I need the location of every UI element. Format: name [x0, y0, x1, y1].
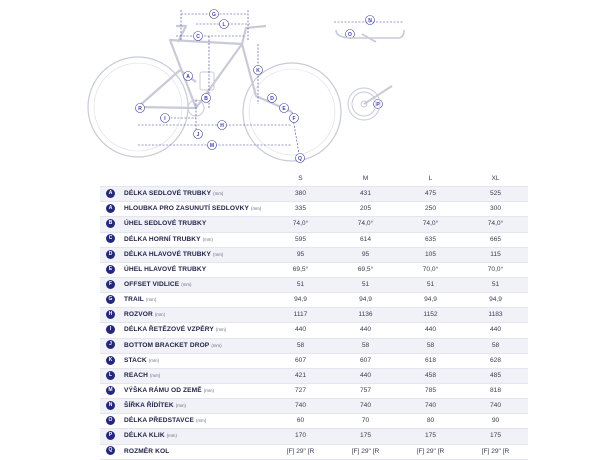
dimension-badge: G	[106, 295, 115, 304]
table-cell: 757	[333, 383, 398, 398]
parameter-name: ÚHEL SEDLOVÉ TRUBKY	[124, 220, 207, 228]
table-row	[100, 308, 528, 323]
parameter-unit: (mm)	[215, 327, 227, 333]
parameter-name: ROZVOR	[124, 311, 153, 319]
table-cell: 1152	[398, 308, 463, 323]
table-cell: 175	[398, 429, 463, 444]
table-cell: [F] 29" [R	[333, 444, 398, 459]
table-cell: 740	[463, 399, 528, 414]
size-header: S	[268, 172, 333, 187]
parameter-unit: (mm)	[175, 403, 187, 409]
table-cell: 51	[463, 277, 528, 292]
dimension-badge: I	[106, 325, 115, 334]
table-row	[100, 202, 528, 217]
table-cell: 607	[268, 353, 333, 368]
table-cell: 95	[268, 247, 333, 262]
dimension-badge: H	[106, 310, 115, 319]
parameter-name: STACK	[124, 356, 147, 364]
table-cell: 300	[463, 202, 528, 217]
dimension-badge: L	[106, 371, 115, 380]
table-cell: 80	[398, 414, 463, 429]
table-cell: 618	[398, 353, 463, 368]
parameter-name: HLOUBKA PRO ZASUNUTÍ SEDLOVKY	[124, 205, 250, 213]
table-cell: 635	[398, 232, 463, 247]
table-cell: 69,5°	[333, 262, 398, 277]
table-cell: 51	[398, 277, 463, 292]
table-cell: 440	[398, 323, 463, 338]
dimension-badge: O	[106, 416, 115, 425]
parameter-unit: (mm)	[202, 236, 213, 242]
table-cell: 205	[333, 202, 398, 217]
dimension-badge: F	[106, 280, 115, 289]
table-row	[100, 444, 528, 459]
marker-d: D	[270, 95, 274, 102]
table-cell: 727	[268, 383, 333, 398]
size-header-row	[100, 172, 528, 187]
dimension-badge: M	[106, 386, 115, 395]
size-header: L	[398, 172, 463, 187]
crankset-detail	[348, 86, 392, 120]
bike-geometry-diagram	[0, 0, 600, 172]
parameter-unit: (mm)	[213, 251, 224, 257]
table-cell: 170	[268, 429, 333, 444]
marker-g: G	[212, 11, 216, 18]
size-header: M	[333, 172, 398, 187]
table-cell: [F] 29" [R	[268, 444, 333, 459]
parameter-unit: (mm)	[154, 312, 166, 318]
marker-i: I	[164, 115, 166, 122]
parameter-unit: (mm)	[213, 191, 224, 197]
marker-p: P	[376, 101, 380, 108]
dimension-badge: C	[106, 234, 115, 243]
marker-j: J	[196, 131, 200, 138]
dimension-badge: A	[106, 189, 115, 198]
parameter-name: DÉLKA KLIK	[124, 432, 165, 440]
table-cell: 90	[463, 414, 528, 429]
table-cell: [F] 29" [R	[398, 444, 463, 459]
table-cell: 105	[398, 247, 463, 262]
table-cell: 740	[333, 399, 398, 414]
table-cell: 60	[268, 414, 333, 429]
dimension-badge: K	[106, 356, 115, 365]
table-cell: 740	[398, 399, 463, 414]
table-cell: 440	[463, 323, 528, 338]
marker-m: M	[209, 142, 215, 149]
table-cell: 74,0°	[333, 217, 398, 232]
table-row	[100, 293, 528, 308]
table-cell: 58	[268, 338, 333, 353]
table-cell: 70	[333, 414, 398, 429]
table-cell: 740	[268, 399, 333, 414]
marker-e: E	[282, 105, 286, 112]
dimension-badge: A	[106, 204, 115, 213]
parameter-name: ÚHEL HLAVOVÉ TRUBKY	[124, 265, 207, 273]
dimension-badge: E	[106, 265, 115, 274]
table-cell: 70,0°	[398, 262, 463, 277]
parameter-name: DÉLKA HORNÍ TRUBKY	[124, 235, 201, 243]
table-cell: 380	[268, 187, 333, 202]
parameter-name: ŠÍŘKA ŘÍDÍTEK	[124, 402, 174, 410]
parameter-name: DÉLKA SEDLOVÉ TRUBKY	[124, 190, 212, 198]
table-cell: 69,5°	[268, 262, 333, 277]
table-row	[100, 262, 528, 277]
table-cell: 440	[268, 323, 333, 338]
table-cell: 175	[333, 429, 398, 444]
table-cell: 485	[463, 368, 528, 383]
table-cell: 58	[398, 338, 463, 353]
table-cell: 1136	[333, 308, 398, 323]
table-cell: 74,0°	[398, 217, 463, 232]
table-cell: 818	[463, 383, 528, 398]
parameter-name: BOTTOM BRACKET DROP	[124, 341, 210, 349]
table-cell: 51	[333, 277, 398, 292]
parameter-name: ROZMĚR KOL	[124, 447, 170, 455]
table-cell: 440	[333, 323, 398, 338]
dimension-badge: N	[106, 401, 115, 410]
table-row	[100, 217, 528, 232]
marker-a: A	[186, 73, 190, 80]
table-row	[100, 277, 528, 292]
table-cell: 51	[268, 277, 333, 292]
table-cell: 475	[398, 187, 463, 202]
table-cell: 628	[463, 353, 528, 368]
table-cell: 421	[268, 368, 333, 383]
parameter-name: TRAIL	[124, 296, 144, 304]
table-cell: 58	[333, 338, 398, 353]
table-row	[100, 187, 528, 202]
table-cell: 595	[268, 232, 333, 247]
geometry-table	[100, 172, 528, 460]
parameter-name: DÉLKA HLAVOVÉ TRUBKY	[124, 250, 211, 258]
parameter-name: OFFSET VIDLICE	[124, 281, 180, 289]
marker-k: K	[256, 67, 260, 74]
parameter-unit: (mm)	[181, 282, 192, 288]
table-cell: 665	[463, 232, 528, 247]
table-row	[100, 338, 528, 353]
table-cell: 614	[333, 232, 398, 247]
dimension-badge: B	[106, 219, 115, 228]
table-cell: [F] 29" [R	[463, 444, 528, 459]
dimension-badge: P	[106, 431, 115, 440]
table-cell: 1183	[463, 308, 528, 323]
parameter-name: DÉLKA PŘEDSTAVCE	[124, 417, 194, 425]
parameter-name: VÝŠKA RÁMU OD ZEMĚ	[124, 387, 202, 395]
size-header: XL	[463, 172, 528, 187]
table-cell: 74,0°	[268, 217, 333, 232]
marker-b: B	[204, 95, 208, 102]
table-row	[100, 247, 528, 262]
table-row	[100, 429, 528, 444]
table-cell: 250	[398, 202, 463, 217]
parameter-unit: (mm)	[149, 372, 161, 378]
table-cell: 458	[398, 368, 463, 383]
table-cell: 431	[333, 187, 398, 202]
table-cell: 94,9	[333, 293, 398, 308]
table-cell: 94,9	[463, 293, 528, 308]
parameter-name: REACH	[124, 371, 148, 379]
table-row	[100, 368, 528, 383]
marker-f: F	[292, 115, 296, 122]
table-row	[100, 323, 528, 338]
table-cell: 115	[463, 247, 528, 262]
parameter-unit: (mm)	[211, 342, 222, 348]
dimension-badge: J	[106, 340, 115, 349]
table-cell: 785	[398, 383, 463, 398]
parameter-unit: (mm)	[195, 418, 207, 424]
marker-h: H	[220, 122, 224, 129]
table-cell: 95	[333, 247, 398, 262]
table-row	[100, 353, 528, 368]
marker-n: N	[368, 17, 372, 24]
table-cell: 70,0°	[463, 262, 528, 277]
table-cell: 335	[268, 202, 333, 217]
marker-o: O	[348, 31, 352, 38]
parameter-name: DÉLKA ŘETĚZOVÉ VZPĚRY	[124, 326, 214, 334]
table-cell: 440	[333, 368, 398, 383]
table-cell: 1117	[268, 308, 333, 323]
table-row	[100, 383, 528, 398]
table-cell: 607	[333, 353, 398, 368]
parameter-unit: (mm)	[203, 388, 215, 394]
table-cell: 58	[463, 338, 528, 353]
parameter-unit: (mm)	[251, 206, 262, 212]
dimension-badge: D	[106, 250, 115, 259]
table-cell: 74,0°	[463, 217, 528, 232]
marker-c: C	[196, 33, 200, 40]
table-row	[100, 232, 528, 247]
table-row	[100, 414, 528, 429]
parameter-unit: (mm)	[148, 357, 159, 363]
table-row	[100, 399, 528, 414]
parameter-unit: (mm)	[145, 297, 157, 303]
dimension-badge: Q	[106, 446, 115, 455]
table-cell: 94,9	[398, 293, 463, 308]
table-cell: 94,9	[268, 293, 333, 308]
marker-r: R	[138, 105, 142, 112]
marker-q: Q	[298, 155, 302, 162]
table-cell: 525	[463, 187, 528, 202]
table-cell: 175	[463, 429, 528, 444]
marker-l: L	[222, 21, 226, 28]
parameter-unit: (mm)	[166, 433, 177, 439]
